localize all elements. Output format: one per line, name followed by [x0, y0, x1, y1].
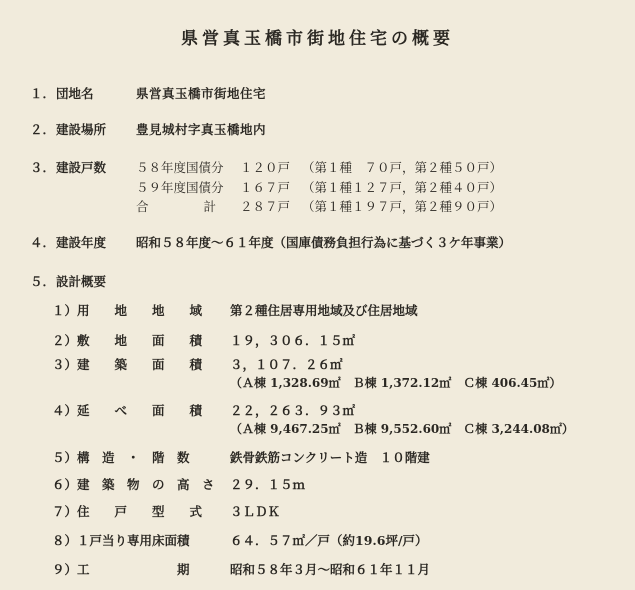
design-item-value: ６４．５７㎡／戸（約19.6坪/戸）	[230, 533, 428, 548]
section-2-label: 建設場所	[56, 122, 107, 137]
design-item-label: ２）敷 地 面 積	[52, 333, 203, 348]
design-item-value: ２９．１５ｍ	[230, 477, 306, 492]
design-item-label: ７）住 戸 型 式	[52, 504, 203, 519]
design-item-label: １）用 地 地 域	[52, 303, 203, 318]
section-2-number: ２．	[30, 122, 56, 137]
design-item-label: ５）構 造 ・ 階 数	[52, 450, 190, 465]
design-item-value: 昭和５８年３月〜昭和６１年１１月	[230, 562, 431, 577]
table-row-name: ５８年度国債分	[136, 160, 224, 175]
section-1-number: １．	[30, 86, 56, 101]
section-2-value: 豊見城村字真玉橋地内	[136, 122, 267, 137]
section-3-label: 建設戸数	[56, 160, 107, 175]
design-item-sub: （Ａ棟 1,328.69㎡ Ｂ棟 1,372.12㎡ Ｃ棟 406.45㎡）	[230, 376, 562, 390]
document-title: 県営真玉橋市街地住宅の概要	[181, 29, 454, 49]
table-row-count: １６７戸	[240, 180, 291, 195]
table-row-name: ５９年度国債分	[136, 180, 224, 195]
section-4-value: 昭和５８年度〜６１年度（国庫債務負担行為に基づく３ケ年事業）	[136, 235, 512, 250]
design-item-value: ３ＬＤＫ	[230, 504, 281, 519]
table-row-detail: （第１種１２７戸，第２種４０戸）	[302, 180, 503, 195]
design-item-value: １９，３０６．１５㎡	[230, 333, 356, 348]
table-row-detail: （第１種１９７戸，第２種９０戸）	[302, 199, 503, 214]
design-item-label: ８）１戸当り専用床面積	[52, 533, 190, 548]
design-item-value: 第２種住居専用地域及び住居地域	[230, 303, 418, 318]
table-row-name: 合 計	[136, 199, 218, 214]
section-4-number: ４．	[30, 235, 56, 250]
design-item-label: ４）延 べ 面 積	[52, 403, 203, 418]
section-5-label: 設計概要	[56, 274, 107, 289]
table-row-detail: （第１種 ７０戸，第２種５０戸）	[302, 160, 503, 175]
section-3-number: ３．	[30, 160, 56, 175]
design-item-value: ２２，２６３．９３㎡	[230, 403, 356, 418]
design-item-sub: （Ａ棟 9,467.25㎡ Ｂ棟 9,552.60㎡ Ｃ棟 3,244.08㎡）	[230, 422, 574, 436]
section-1-label: 団地名	[56, 86, 94, 101]
table-row-count: ２８７戸	[240, 199, 291, 214]
design-item-label: ３）建 築 面 積	[52, 357, 203, 372]
section-4-label: 建設年度	[56, 235, 107, 250]
section-5-number: ５．	[30, 274, 56, 289]
design-item-value: 鉄骨鉄筋コンクリート造 １０階建	[230, 450, 430, 465]
design-item-label: ６）建 築 物 の 高 さ	[52, 477, 215, 492]
design-item-value: ３，１０７．２６㎡	[230, 357, 343, 372]
table-row-count: １２０戸	[240, 160, 291, 175]
design-item-label: ９）工 期	[52, 562, 190, 577]
section-1-value: 県営真玉橋市街地住宅	[136, 86, 267, 101]
